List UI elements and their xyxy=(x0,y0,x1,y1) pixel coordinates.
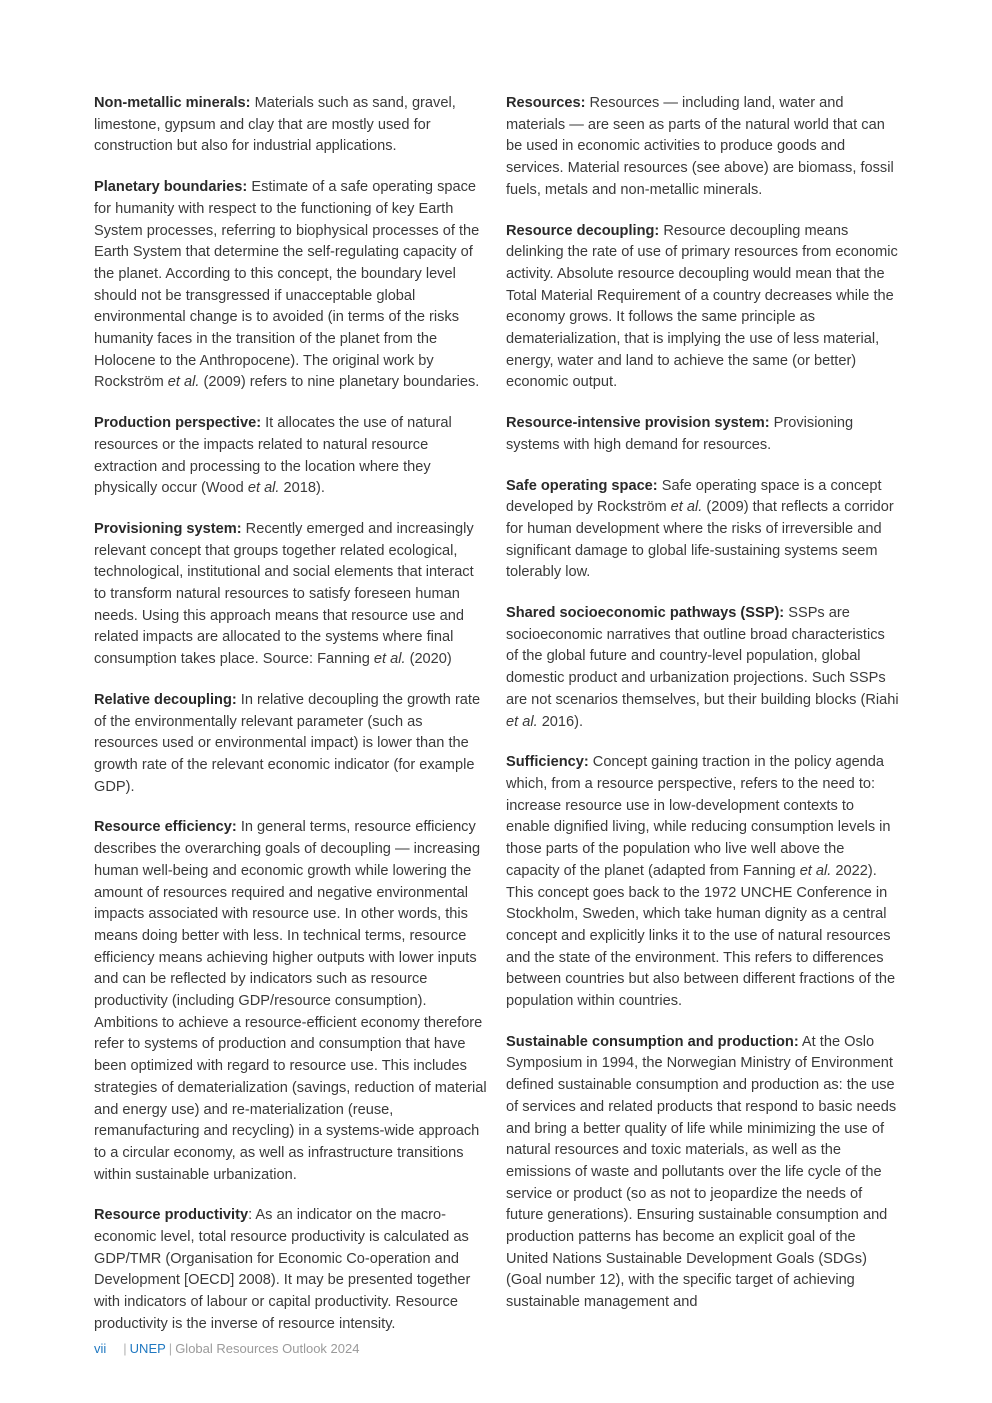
glossary-entry xyxy=(506,603,900,733)
glossary-definition-text: It allocates the use of natural resources or the impacts related to natural resource extraction and processing to the location where they physically occur (Wood xyxy=(94,415,452,497)
glossary-definition-text: Provisioning systems with high demand for resources. xyxy=(506,415,854,453)
glossary-entry xyxy=(506,1032,900,1314)
glossary-term: Sufficiency: xyxy=(506,754,589,771)
glossary-definition-text: At the Oslo Symposium in 1994, the Norwegian Ministry of Environment defined sustainable consumption and production as: the use of services and related products that respond to basic needs and bring a better quality of life while minimizing the use of natural resources and toxic materials, as well as the emissions of waste and pollutants over the life cycle of the service or product (so as not to jeopardize the needs of future generations). Ensuring sustainable consumption and production patterns has become an explicit goal of the United Nations Sustainable Development Goals (SDGs) (Goal number 12), with the specific target of achieving sustainable management and xyxy=(506,1033,897,1311)
glossary-right-column xyxy=(506,93,900,1333)
glossary-entry xyxy=(506,413,900,456)
glossary-term: Resource decoupling: xyxy=(506,222,660,239)
glossary-definition-text: Resource decoupling means delinking the rate of use of primary resources from economic activity. Absolute resource decoupling would mean that the Total Material Requirement of a country decreases while the economy grows. It follows the same principle as dematerialization, that is implying the use of less material, energy, water and land to achieve the same (or better) economic output. xyxy=(506,222,898,391)
glossary-definition-text: In relative decoupling the growth rate of the environmentally relevant parameter (such as resources used or environmental impact) is lower than the growth rate of the relevant economic indicator (for example GDP). xyxy=(94,691,481,795)
glossary-entry xyxy=(506,476,900,585)
glossary-term: Shared socioeconomic pathways (SSP): xyxy=(506,605,785,622)
citation-et-al: et al. xyxy=(247,480,280,497)
glossary-definition-text: 2016). xyxy=(537,713,584,730)
citation-et-al: et al. xyxy=(373,651,406,668)
citation-et-al: et al. xyxy=(799,862,832,879)
glossary-term: Resources: xyxy=(506,95,586,111)
glossary-definition-text: (2009) refers to nine planetary boundaries. xyxy=(199,374,480,391)
glossary-entry xyxy=(94,177,488,394)
glossary-term: Production perspective: xyxy=(94,415,262,432)
glossary-entry xyxy=(94,519,488,671)
glossary-definition-text: Safe operating space is a concept developed by Rockström xyxy=(506,477,882,516)
glossary-definition-text: Recently emerged and increasingly relevant concept that groups together related ecological, technological, institutional and social elements that interact to transform natural resources to satisfy foreseen human needs. Using this approach means that resource use and related impacts are allocated to the systems where final consumption takes place. Source: Fanning xyxy=(94,520,474,668)
glossary-term: Non-metallic minerals: xyxy=(94,95,251,111)
page-number: vii xyxy=(94,1341,107,1356)
glossary-definition-text: Concept gaining traction in the policy agenda which, from a resource perspective, refers to the need to: increase resource use in low-development contexts to enable dignified living, while reducing consumption levels in those parts of the population who live well above the capacity of the planet (adapted from Fanning xyxy=(506,754,891,879)
glossary-definition-text: SSPs are socioeconomic narratives that outline broad characteristics of the global future and country-level population, global domestic product and urbanization projections. Such SSPs are not scenarios themselves, but their building blocks (Riahi xyxy=(506,605,899,708)
glossary-entry xyxy=(94,817,488,1186)
glossary-definition-text: 2018). xyxy=(279,480,325,497)
glossary-definition-text: : As an indicator on the macro-economic level, total resource productivity is calculated as GDP/TMR (Organisation for Economic Co-operation and Development [OECD] 2008). It may be presented together with indicators of labour or capital productivity. Resource productivity is the inverse of resource intensity. xyxy=(94,1207,471,1332)
glossary-term: Sustainable consumption and production: xyxy=(506,1033,799,1050)
footer-org: UNEP xyxy=(129,1341,166,1356)
glossary-term: Provisioning system: xyxy=(94,520,242,537)
glossary-term: Planetary boundaries: xyxy=(94,179,248,196)
footer-separator: | xyxy=(123,1341,127,1356)
glossary-definition-text: 2022). This concept goes back to the 1972 UNCHE Conference in Stockholm, Sweden, which take human dignity as a central concept and explicitly links it to the use of natural resources and the state of the environment. This refers to differences between countries but also between different fractions of the population within countries. xyxy=(506,862,896,1010)
footer-publication-title: Global Resources Outlook 2024 xyxy=(175,1341,360,1356)
glossary-entry xyxy=(506,93,900,202)
page-footer xyxy=(94,1340,359,1358)
glossary-entry xyxy=(506,752,900,1012)
glossary-definition-text: Materials such as sand, gravel, limestone, gypsum and clay that are mostly used for construction but also for industrial applications. xyxy=(94,95,456,155)
citation-et-al: et al. xyxy=(670,499,703,516)
glossary-term: Resource productivity xyxy=(94,1207,249,1224)
glossary-definition-text: Estimate of a safe operating space for humanity with respect to the functioning of key Earth System processes, referring to biophysical processes of the Earth System that determine the self-regulating capacity of the planet. According to this concept, the boundary level should not be transgressed if unacceptable global environmental change is to avoided (in terms of the risks humanity faces in the transition of the planet from the Holocene to the Anthropocene). The original work by Rockström xyxy=(94,179,480,391)
glossary-term: Resource efficiency: xyxy=(94,819,237,836)
footer-separator: | xyxy=(168,1341,173,1356)
glossary-definition-text: (2020) xyxy=(405,651,452,668)
citation-et-al: et al. xyxy=(167,374,200,391)
glossary-entry xyxy=(94,690,488,799)
glossary-entry xyxy=(94,93,488,158)
glossary-term: Resource-intensive provision system: xyxy=(506,415,770,432)
glossary-definition-text: Resources — including land, water and materials — are seen as parts of the natural world that can be used in economic activities to produce goods and services. Material resources (see above) are biomass, fossil fuels, metals and non-metallic minerals. xyxy=(506,95,894,198)
glossary-term: Safe operating space: xyxy=(506,477,658,494)
citation-et-al: et al. xyxy=(506,713,538,730)
glossary-term: Relative decoupling: xyxy=(94,691,237,708)
glossary-entry xyxy=(94,413,488,500)
glossary-left-column xyxy=(94,93,488,1355)
glossary-definition-text: (2009) that reflects a corridor for human development where the risks of irreversible and significant damage to global life-sustaining systems seem tolerably low. xyxy=(506,499,894,581)
glossary-entry xyxy=(94,1205,488,1335)
glossary-definition-text: In general terms, resource efficiency describes the overarching goals of decoupling — increasing human well-being and economic growth while lowering the amount of resources required and negative environmental impacts associated with resource use. In other words, this means doing better with less. In technical terms, resource efficiency means achieving higher outputs with lower inputs and can be reflected by indicators such as resource productivity (including GDP/resource consumption). Ambitions to achieve a resource-efficient economy therefore refer to systems of production and consumption that have been optimized with regard to resource use. This includes strategies of dematerialization (savings, reduction of material and energy use) and re-materialization (reuse, remanufacturing and recycling) in a systems-wide approach to a circular economy, as well as infrastructure transitions within sustainable urbanization. xyxy=(94,819,487,1183)
glossary-entry xyxy=(506,221,900,395)
